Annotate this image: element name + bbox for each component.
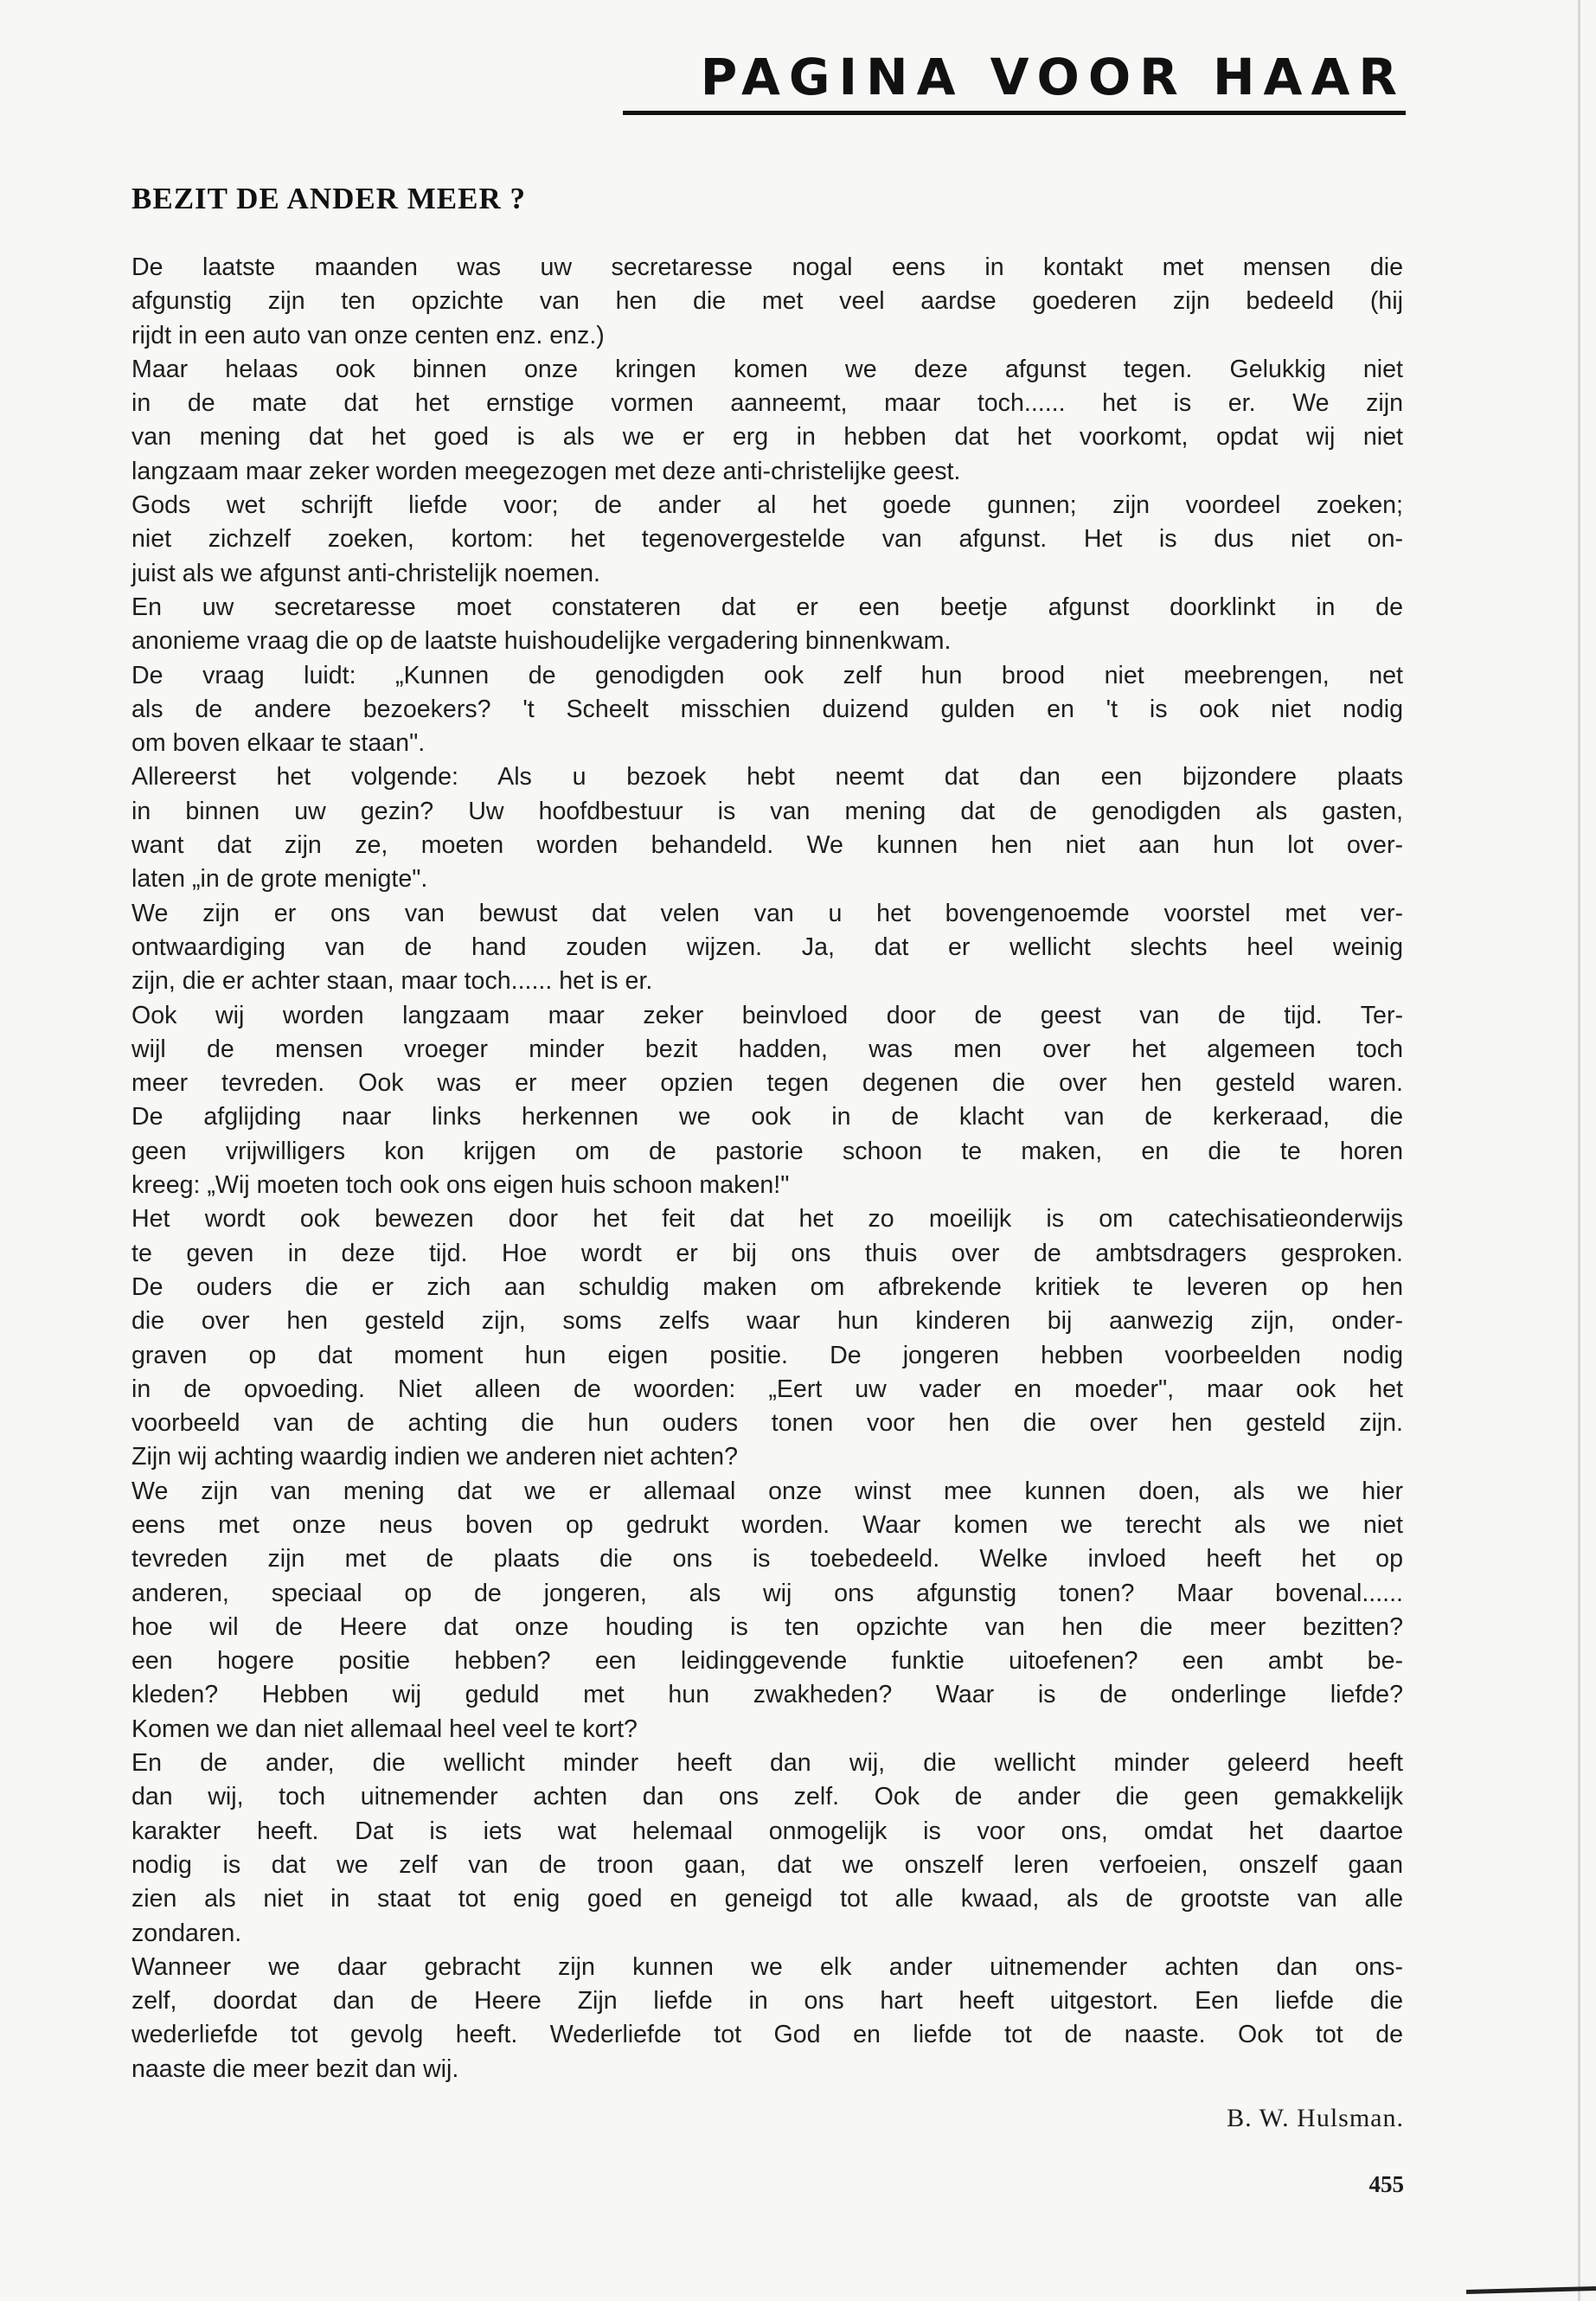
body-line: wederliefde tot gevolg heeft. Wederliefde tot God en liefde tot de naaste. Ook tot de	[131, 2021, 1403, 2049]
body-line: anderen, speciaal op de jongeren, als wij ons afgunstig tonen? Maar bovenal......	[131, 1579, 1403, 1607]
body-line: tevreden zijn met de plaats die ons is toebedeeld. Welke invloed heeft het op	[131, 1545, 1403, 1574]
page-number: 455	[1368, 2171, 1404, 2197]
body-line: een hogere positie hebben? een leidinggevende funktie uitoefenen? een ambt be-	[131, 1647, 1403, 1676]
body-line: Allereerst het volgende: Als u bezoek hebt neemt dat dan een bijzondere plaats	[131, 763, 1403, 792]
body-line: niet zichzelf zoeken, kortom: het tegenovergestelde van afgunst. Het is dus niet on-	[131, 525, 1403, 554]
body-line: juist als we afgunst anti-christelijk noemen.	[131, 559, 600, 587]
body-line: naaste die meer bezit dan wij.	[131, 2054, 459, 2083]
page-header-title: PAGINA VOOR HAAR	[700, 48, 1406, 106]
page-edge-line	[1578, 0, 1580, 2301]
body-line: karakter heeft. Dat is iets wat helemaal onmogelijk is voor ons, omdat het daartoe	[131, 1817, 1403, 1845]
article-body	[131, 251, 1403, 2086]
body-line: En de ander, die wellicht minder heeft dan wij, die wellicht minder geleerd heeft	[131, 1749, 1403, 1778]
body-line: Gods wet schrijft liefde voor; de ander al het goede gunnen; zijn voordeel zoeken;	[131, 491, 1403, 520]
header-rule	[623, 111, 1406, 115]
body-line: Wanneer we daar gebracht zijn kunnen we elk ander uitnemender achten dan ons-	[131, 1952, 1403, 1981]
body-line: dan wij, toch uitnemender achten dan ons zelf. Ook de ander die geen gemakkelijk	[131, 1783, 1403, 1811]
body-line: We zijn van mening dat we er allemaal onze winst mee kunnen doen, als we hier	[131, 1477, 1403, 1505]
body-line: in de mate dat het ernstige vormen aanneemt, maar toch...... het is er. We zijn	[131, 389, 1403, 418]
body-line: te geven in deze tijd. Hoe wordt er bij ons thuis over de ambtsdragers gesproken.	[131, 1239, 1403, 1267]
body-line: van mening dat het goed is als we er erg in hebben dat het voorkomt, opdat wij niet	[131, 423, 1403, 452]
body-line: nodig is dat we zelf van de troon gaan, dat we onszelf leren verfoeien, onszelf gaan	[131, 1850, 1403, 1879]
body-line: in de opvoeding. Niet alleen de woorden: „Eert uw vader en moeder", maar ook het	[131, 1375, 1403, 1403]
body-line: om boven elkaar te staan".	[131, 729, 426, 758]
body-line: afgunstig zijn ten opzichte van hen die met veel aardse goederen zijn bedeeld (hij	[131, 287, 1403, 316]
body-line: De laatste maanden was uw secretaresse nogal eens in kontakt met mensen die	[131, 253, 1403, 281]
body-line: geen vrijwilligers kon krijgen om de pastorie schoon te maken, en die te horen	[131, 1137, 1403, 1165]
body-line: anonieme vraag die op de laatste huishoudelijke vergadering binnenkwam.	[131, 627, 952, 656]
body-line: De ouders die er zich aan schuldig maken om afbrekende kritiek te leveren op hen	[131, 1272, 1403, 1301]
body-line: langzaam maar zeker worden meegezogen met deze anti-christelijke geest.	[131, 457, 961, 485]
body-line: Het wordt ook bewezen door het feit dat het zo moeilijk is om catechisatieonderwijs	[131, 1205, 1403, 1234]
body-line: die over hen gesteld zijn, soms zelfs waar hun kinderen bij aanwezig zijn, onder-	[131, 1307, 1403, 1336]
body-line: kleden? Hebben wij geduld met hun zwakheden? Waar is de onderlinge liefde?	[131, 1681, 1403, 1709]
body-line: We zijn er ons van bewust dat velen van u het bovengenoemde voorstel met ver-	[131, 899, 1403, 927]
body-line: zondaren.	[131, 1919, 242, 1947]
scan-corner-mark	[1466, 2286, 1596, 2294]
body-line: rijdt in een auto van onze centen enz. enz.)	[131, 321, 605, 349]
body-line: in binnen uw gezin? Uw hoofdbestuur is van mening dat de genodigden als gasten,	[131, 797, 1403, 825]
body-line: graven op dat moment hun eigen positie. De jongeren hebben voorbeelden nodig	[131, 1341, 1403, 1369]
body-line: Komen we dan niet allemaal heel veel te kort?	[131, 1715, 638, 1743]
body-line: zijn, die er achter staan, maar toch...... het is er.	[131, 967, 653, 996]
body-line: als de andere bezoekers? 't Scheelt misschien duizend gulden en 't is ook niet nodig	[131, 695, 1403, 723]
body-line: hoe wil de Heere dat onze houding is ten opzichte van hen die meer bezitten?	[131, 1612, 1403, 1641]
body-line: zelf, doordat dan de Heere Zijn liefde in ons hart heeft uitgestort. Een liefde die	[131, 1987, 1403, 2016]
body-line: laten „in de grote menigte".	[131, 865, 428, 894]
body-line: want dat zijn ze, moeten worden behandeld. We kunnen hen niet aan hun lot over-	[131, 831, 1403, 860]
body-line: Ook wij worden langzaam maar zeker beinvloed door de geest van de tijd. Ter-	[131, 1001, 1403, 1029]
body-line: voorbeeld van de achting die hun ouders tonen voor hen die over hen gesteld zijn.	[131, 1409, 1403, 1438]
body-line: De vraag luidt: „Kunnen de genodigden ook zelf hun brood niet meebrengen, net	[131, 661, 1403, 689]
article-heading: BEZIT DE ANDER MEER ?	[131, 182, 527, 215]
body-line: De afglijding naar links herkennen we ook in de klacht van de kerkeraad, die	[131, 1103, 1403, 1131]
body-line: meer tevreden. Ook was er meer opzien tegen degenen die over hen gesteld waren.	[131, 1069, 1403, 1098]
author-signature: B. W. Hulsman.	[1227, 2104, 1404, 2132]
body-line: kreeg: „Wij moeten toch ook ons eigen huis schoon maken!"	[131, 1171, 790, 1200]
body-line: Zijn wij achting waardig indien we anderen niet achten?	[131, 1443, 738, 1471]
body-line: ontwaardiging van de hand zouden wijzen. Ja, dat er wellicht slechts heel weinig	[131, 933, 1403, 961]
body-line: En uw secretaresse moet constateren dat er een beetje afgunst doorklinkt in de	[131, 593, 1403, 621]
body-line: zien als niet in staat tot enig goed en geneigd tot alle kwaad, als de grootste van alle	[131, 1885, 1403, 1913]
body-line: eens met onze neus boven op gedrukt worden. Waar komen we terecht als we niet	[131, 1510, 1403, 1539]
body-line: wijl de mensen vroeger minder bezit hadden, was men over het algemeen toch	[131, 1035, 1403, 1063]
body-line: Maar helaas ook binnen onze kringen komen we deze afgunst tegen. Gelukkig niet	[131, 355, 1403, 383]
